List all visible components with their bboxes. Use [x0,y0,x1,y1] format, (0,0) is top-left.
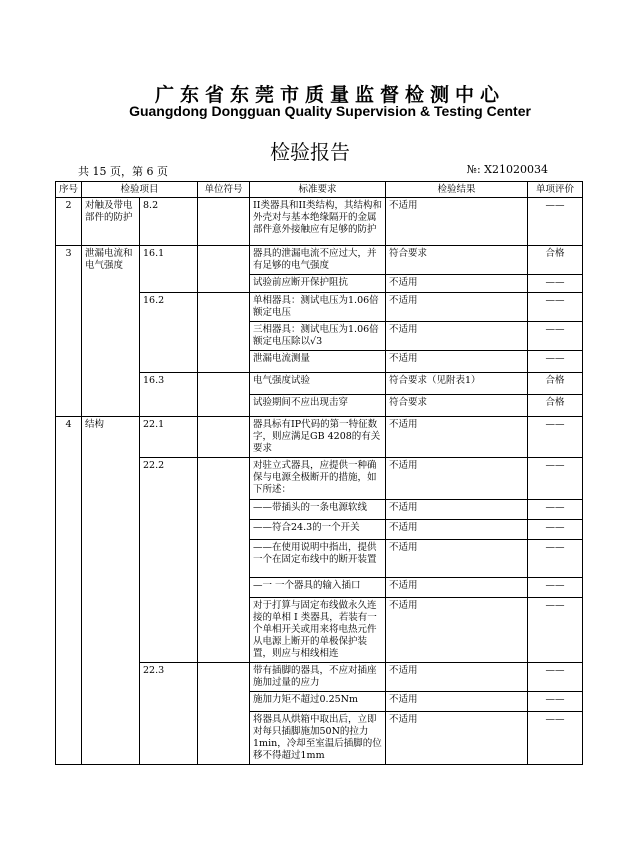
cell-unit [198,458,250,663]
cell-result: 不适用 [386,458,528,500]
cell-requirement: 器具标有IP代码的第一特征数字，则应满足GB 4208的有关要求 [250,417,386,458]
cell-result: 不适用 [386,322,528,351]
cell-result: 不适用 [386,500,528,520]
cell-unit [198,663,250,765]
cell-unit [198,246,250,293]
cell-evaluation: —— [528,500,583,520]
cell-clause: 8.2 [140,198,198,246]
col-header-seq: 序号 [56,182,82,198]
cell-evaluation: —— [528,540,583,578]
cell-result: 不适用 [386,293,528,322]
cell-requirement: 带有插脚的器具，不应对插座施加过量的应力 [250,663,386,692]
cell-result: 不适用 [386,540,528,578]
cell-unit [198,417,250,458]
cell-evaluation: —— [528,598,583,663]
cell-clause: 22.2 [140,458,198,663]
cell-requirement: 施加力矩不超过0.25Nm [250,692,386,712]
cell-evaluation: —— [528,458,583,500]
cell-requirement: 单相器具：测试电压为1.06倍额定电压 [250,293,386,322]
cell-requirement: ——在使用说明中指出，提供一个在固定布线中的断开装置 [250,540,386,578]
cell-requirement: 器具的泄漏电流不应过大，并有足够的电气强度 [250,246,386,275]
cell-evaluation: —— [528,578,583,598]
cell-requirement: 泄漏电流测量 [250,351,386,373]
cell-item: 泄漏电流和电气强度 [82,246,140,417]
cell-evaluation: —— [528,712,583,765]
cell-item: 结构 [82,417,140,765]
cell-result: 符合要求（见附表1） [386,373,528,395]
report-number: №: X21020034 [466,163,548,176]
cell-result: 符合要求 [386,395,528,417]
table-header-row [56,182,583,198]
cell-requirement: 对于打算与固定布线做永久连接的单相 I 类器具，若装有一个单相开关或用来将电热元件从电源上断开的单极保护装置，则应与相线相连 [250,598,386,663]
cell-result: 不适用 [386,198,528,246]
cell-result: 不适用 [386,692,528,712]
cell-unit [198,198,250,246]
inspection-table [55,181,583,765]
col-header-result: 检验结果 [386,182,528,198]
table-row [56,246,583,275]
cell-item: 对触及带电部件的防护 [82,198,140,246]
cell-evaluation: —— [528,417,583,458]
cell-clause: 16.2 [140,293,198,373]
cell-requirement: —一 一个器具的输入插口 [250,578,386,598]
cell-evaluation: —— [528,322,583,351]
cell-evaluation: 合格 [528,373,583,395]
table-row [56,198,583,246]
cell-evaluation: —— [528,692,583,712]
cell-clause: 22.1 [140,417,198,458]
org-name-cn: 广东省东莞市质量监督检测中心 [154,84,505,106]
cell-requirement: ——符合24.3的一个开关 [250,520,386,540]
cell-result: 符合要求 [386,246,528,275]
cell-seq: 2 [56,198,82,246]
cell-evaluation: —— [528,293,583,322]
cell-evaluation: —— [528,663,583,692]
cell-result: 不适用 [386,417,528,458]
cell-evaluation: —— [528,275,583,293]
cell-unit [198,373,250,417]
cell-result: 不适用 [386,520,528,540]
cell-result: 不适用 [386,275,528,293]
cell-evaluation: —— [528,351,583,373]
org-name-en: Guangdong Dongguan Quality Supervision & Testing Center [129,103,531,119]
cell-requirement: 三相器具：测试电压为1.06倍额定电压除以√3 [250,322,386,351]
cell-result: 不适用 [386,712,528,765]
col-header-requirement: 标准要求 [250,182,386,198]
col-header-item: 检验项目 [82,182,198,198]
cell-result: 不适用 [386,351,528,373]
cell-requirement: 试验前应断开保护阻抗 [250,275,386,293]
cell-seq: 3 [56,246,82,417]
cell-evaluation: 合格 [528,246,583,275]
page-indicator: 共 15 页，第 6 页 [78,165,168,178]
col-header-evaluation: 单项评价 [528,182,583,198]
report-title: 检验报告 [270,140,350,164]
cell-requirement: 对驻立式器具，应提供一种确保与电源全极断开的措施，如下所述： [250,458,386,500]
cell-evaluation: —— [528,520,583,540]
cell-evaluation: —— [528,198,583,246]
cell-requirement: 将器具从烘箱中取出后，立即对每只插脚施加50N的拉力1min，冷却至室温后插脚的位移不得超过1mm [250,712,386,765]
table-row [56,417,583,458]
cell-clause: 22.3 [140,663,198,765]
cell-requirement: 试验期间不应出现击穿 [250,395,386,417]
cell-clause: 16.1 [140,246,198,293]
col-header-unit: 单位符号 [198,182,250,198]
cell-requirement: ——带插头的一条电源软线 [250,500,386,520]
cell-seq: 4 [56,417,82,765]
cell-clause: 16.3 [140,373,198,417]
cell-requirement: 电气强度试验 [250,373,386,395]
cell-result: 不适用 [386,663,528,692]
cell-evaluation: 合格 [528,395,583,417]
cell-requirement: II类器具和II类结构，其结构和外壳对与基本绝缘隔开的金属部件意外接触应有足够的防护 [250,198,386,246]
cell-result: 不适用 [386,578,528,598]
cell-unit [198,293,250,373]
cell-result: 不适用 [386,598,528,663]
